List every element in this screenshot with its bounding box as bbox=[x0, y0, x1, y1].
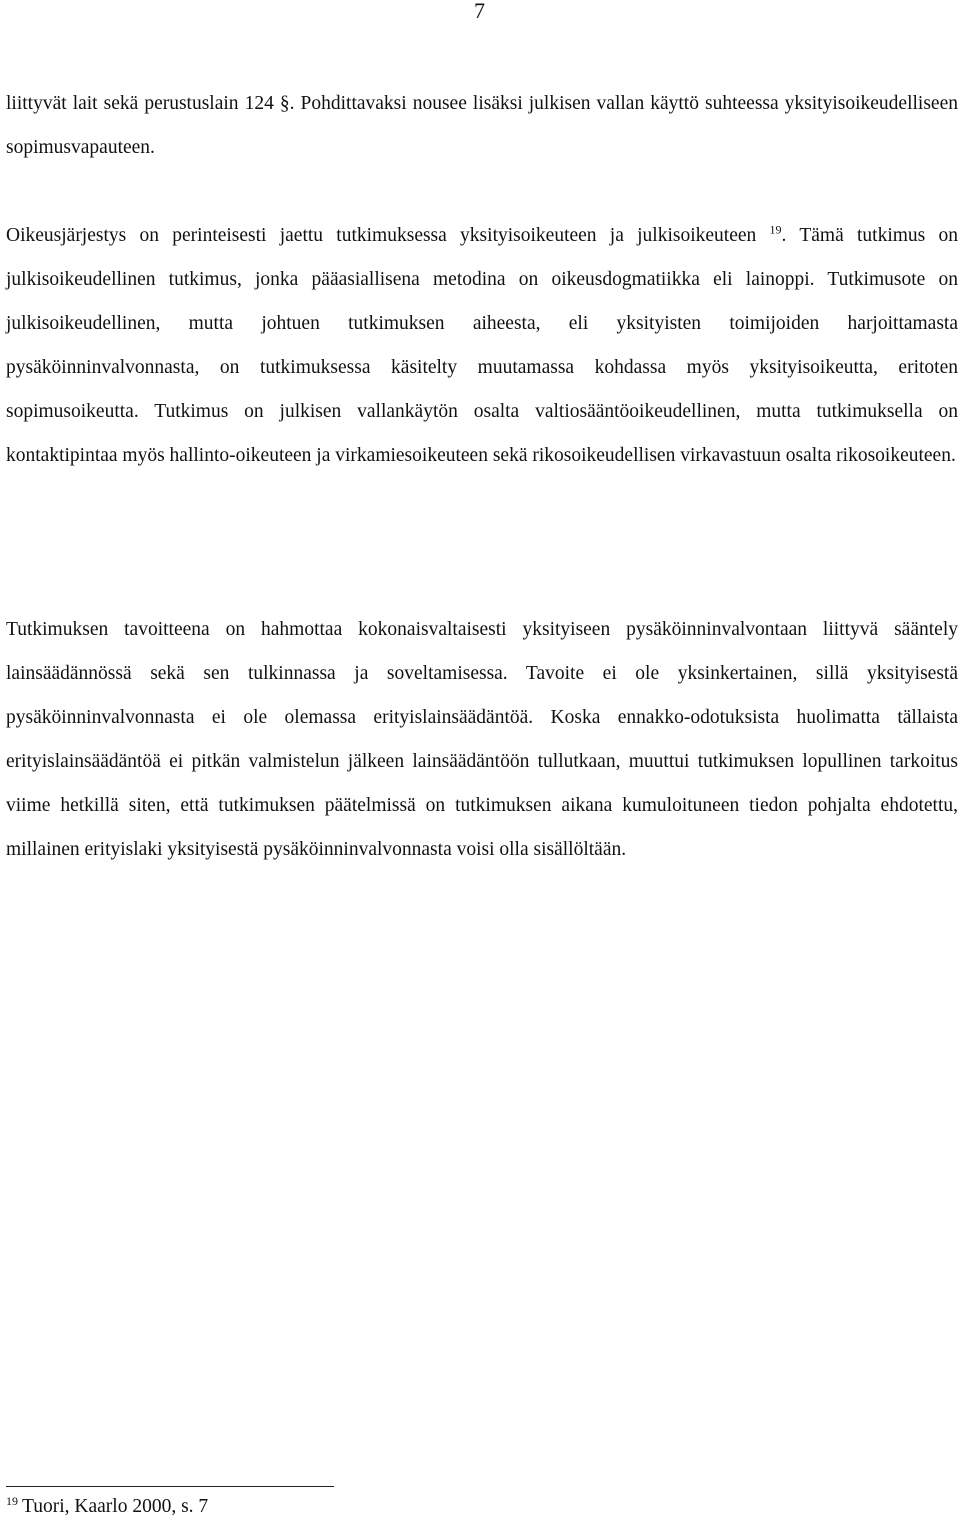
footnote-separator bbox=[6, 1486, 334, 1487]
footnote-reference[interactable]: 19 bbox=[769, 222, 782, 237]
footnote-number: 19 bbox=[6, 1493, 18, 1508]
footnote bbox=[6, 1494, 208, 1520]
paragraph-2-text-start: Oikeusjärjestys on perinteisesti jaettu tutkimuksessa yksityisoikeuteen ja julkisoikeuteen bbox=[6, 225, 770, 246]
page-number: 7 bbox=[474, 0, 485, 23]
paragraph-2-text-end: . Tämä tutkimus on julkisoikeudellinen tutkimus, jonka pääasiallisena metodina on oikeusdogmatiikka eli lainoppi. Tutkimusote on julkisoikeudellinen, mutta johtuen tutkimuksen aiheesta, eli yksityisten toimijoiden harjoittamasta pysäköinninvalvonnasta, on tutkimuksessa käsitelty muutamassa kohdassa myös yksityisoikeutta, eritoten sopimusoikeutta. Tutkimus on julkisen vallankäytön osalta valtiosääntöoikeudellinen, mutta tutkimuksella on kontaktipintaa myös hallinto-oikeuteen ja virkamiesoikeuteen sekä rikosoikeudellisen virkavastuun osalta rikosoikeuteen. bbox=[6, 225, 958, 466]
body-paragraph-2 bbox=[6, 214, 958, 478]
body-paragraph-1: liittyvät lait sekä perustuslain 124 §. Pohdittavaksi nousee lisäksi julkisen vallan käyttö suhteessa yksityisoikeudelliseen sopimusvapauteen. bbox=[6, 93, 958, 158]
footnote-text: Tuori, Kaarlo 2000, s. 7 bbox=[22, 1496, 209, 1517]
body-paragraph-3: Tutkimuksen tavoitteena on hahmottaa kokonaisvaltaisesti yksityiseen pysäköinninvalvontaan liittyvä sääntely lainsäädännössä sekä sen tulkinnassa ja soveltamisessa. Tavoite ei ole yksinkertainen, sillä yksityisestä pysäköinninvalvonnasta ei ole olemassa erityislainsäädäntöä. Koska ennakko-odotuksista huolimatta tällaista erityislainsäädäntöä ei pitkän valmistelun jälkeen lainsäädäntöön tullutkaan, muuttui tutkimuksen lopullinen tarkoitus viime hetkillä siten, että tutkimuksen päätelmissä on tutkimuksen aikana kumuloituneen tiedon pohjalta ehdotettu, millainen erityislaki yksityisestä pysäköinninvalvonnasta voisi olla sisällöltään. bbox=[6, 619, 958, 860]
